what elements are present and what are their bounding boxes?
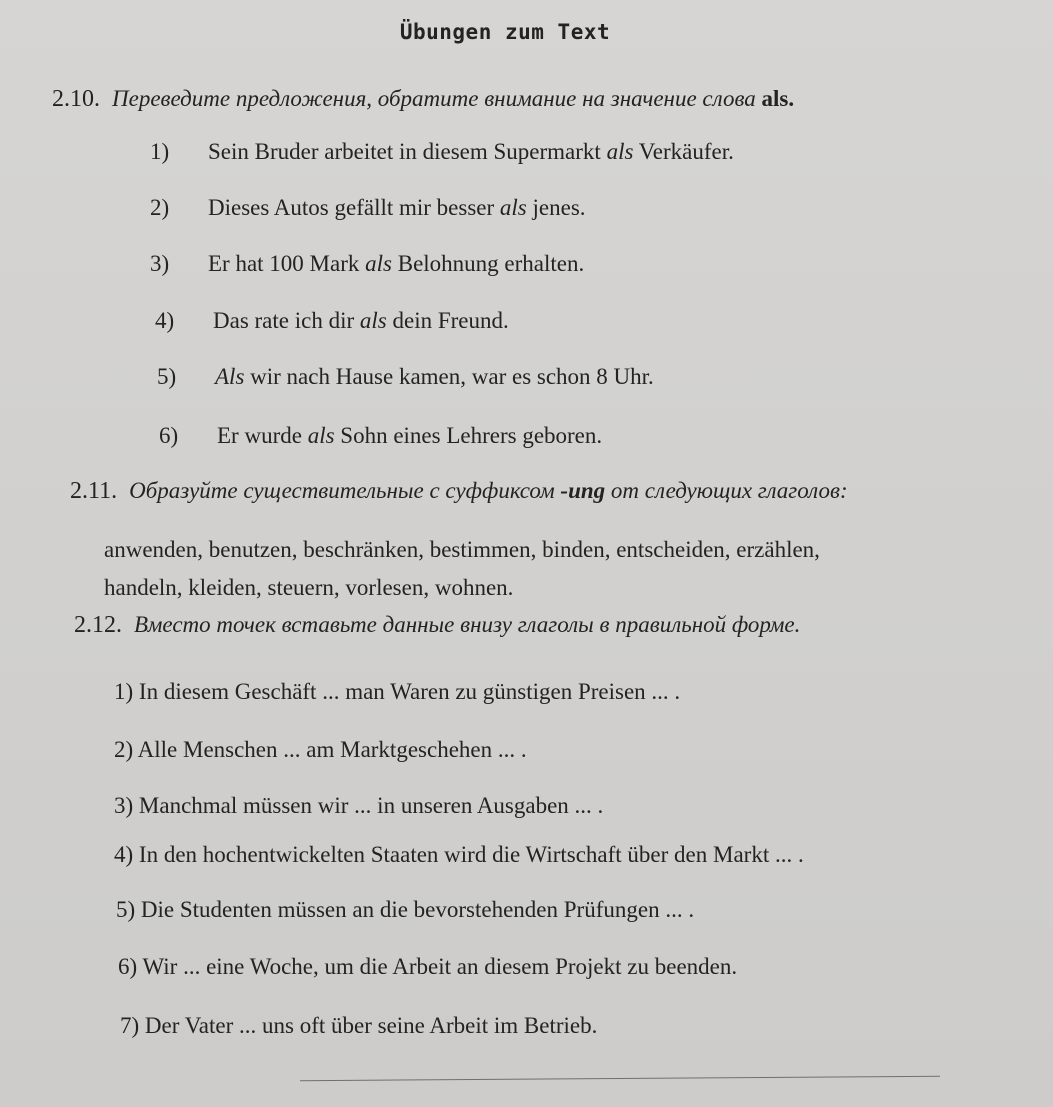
page-title: Übungen zum Text (399, 20, 611, 44)
exercise-2-12-heading (74, 612, 800, 639)
exercise-2-10-heading (52, 86, 794, 113)
verb-list-line: anwenden, benutzen, beschränken, bestimmen, binden, entscheiden, erzählen, (104, 537, 820, 562)
list-item: 2) Alle Menschen ... am Marktgeschehen ... . (114, 737, 527, 762)
item-als: als (365, 251, 392, 276)
list-item (150, 139, 734, 165)
item-text-end: dein Freund. (386, 308, 509, 333)
verb-list-line: handeln, kleiden, steuern, vorlesen, wohnen. (104, 575, 514, 600)
list-item (150, 251, 584, 277)
list-item: 7) Der Vater ... uns oft über seine Arbeit im Betrieb. (120, 1013, 598, 1038)
item-number: 2) (150, 195, 170, 220)
list-item: 1) In diesem Geschäft ... man Waren zu günstigen Preisen ... . (114, 679, 681, 704)
item-number: 6) (159, 423, 179, 448)
item-als: als (499, 195, 527, 220)
exercise-instruction: Вместо точек вставьте данные внизу глаголы в правильной форме. (134, 612, 801, 637)
item-number: 5) (157, 364, 177, 389)
list-item: 5) Die Studenten müssen an die bevorstehenden Prüfungen ... . (116, 897, 695, 922)
exercise-instruction: Переведите предложения, обратите внимание на значение слова (112, 86, 756, 111)
list-item: 3) Manchmal müssen wir ... in unseren Ausgaben ... . (114, 793, 604, 818)
item-number: 3) (150, 251, 170, 276)
item-als: als (359, 308, 387, 333)
item-als: Als (215, 364, 245, 389)
item-text: Dieses Autos gefällt mir besser (208, 195, 500, 220)
exercise-keyword: -ung (560, 478, 606, 503)
item-als: als (307, 423, 335, 448)
divider-line (300, 1076, 940, 1081)
list-item (159, 423, 602, 449)
exercise-2-11-heading (70, 478, 848, 505)
list-item (150, 195, 586, 221)
item-text: Das rate ich dir (213, 308, 360, 333)
item-number: 4) (155, 308, 175, 333)
exercise-instruction-end: от следующих глаголов: (610, 478, 848, 503)
item-als: als (606, 139, 634, 164)
item-text-end: Belohnung erhalten. (391, 251, 585, 276)
item-text-end: jenes. (526, 195, 586, 220)
item-text: Sein Bruder arbeitet in diesem Supermarkt (208, 139, 607, 164)
item-number: 1) (150, 139, 170, 164)
exercise-keyword: als. (761, 86, 795, 111)
item-text-end: Verkäufer. (633, 139, 734, 164)
list-item (157, 364, 654, 390)
exercise-number: 2.10. (52, 86, 100, 112)
list-item: 6) Wir ... eine Woche, um die Arbeit an diesem Projekt zu beenden. (118, 954, 738, 979)
exercise-number: 2.12. (74, 612, 122, 638)
verb-list (104, 531, 820, 607)
exercise-number: 2.11. (70, 478, 118, 504)
item-text: Er wurde (217, 423, 308, 448)
item-text-end: Sohn eines Lehrers geboren. (334, 423, 603, 448)
exercise-instruction: Образуйте существительные с суффиксом (129, 478, 555, 503)
list-item: 4) In den hochentwickelten Staaten wird die Wirtschaft über den Markt ... . (114, 842, 804, 867)
list-item (155, 308, 509, 334)
item-text-end: wir nach Hause kamen, war es schon 8 Uhr. (244, 364, 654, 389)
item-text: Er hat 100 Mark (208, 251, 366, 276)
